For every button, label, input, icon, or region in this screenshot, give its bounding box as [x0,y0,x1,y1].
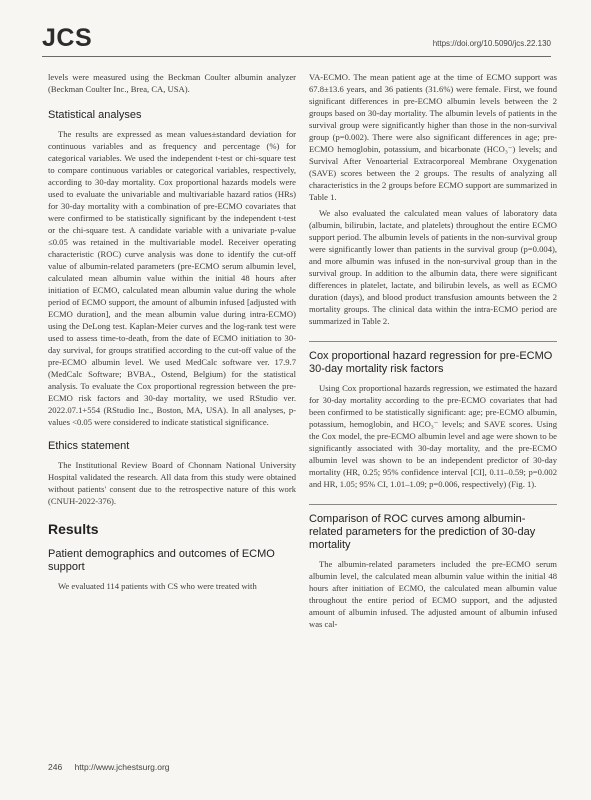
patient-demographics-heading: Patient demographics and outcomes of ECMO support [48,548,275,573]
page-number: 246 [48,762,63,772]
results-heading: Results [48,521,99,537]
laboratory-data-paragraph: We also evaluated the calculated mean values of laboratory data (albumin, bilirubin, lactate, and platelets) throughout the entire ECMO support period. The albumin levels of patients in the non-survival group were significantly lower than patients in the survival group (p=0.004), and more albumin was infused in the non-survival group than in the survival group. In addition to the albumin data, there were significant differences in platelet, lactate, and bilirubin levels, as well as ECMO duration (days), and blood product transfusion amounts between the 2 mortality groups. The clinical data within the intra-ECMO period are summarized in Table 2. [309,208,557,326]
right-column [309,71,557,634]
ethics-statement-paragraph: The Institutional Review Board of Chonnam National University Hospital validated the research. All data from this study were obtained without patients' consent due to the retrospective nature of this work (CNUH-2022-376). [48,460,296,506]
roc-comparison-heading: Comparison of ROC curves among albumin-related parameters for the prediction of 30-day mortality [309,504,557,552]
statistical-analyses-paragraph: The results are expressed as mean values±standard deviation for continuous variables and as frequency and percentage (%) for categorical variables. We used the independent t-test or chi-square test to compare continuous variables or categorical variables, respectively, according to 30-day mortality. Cox proportional hazards models were used to evaluate the univariable and multivariable hazard ratios (HRs) for 30-day mortality with a combination of pre-ECMO covariates that were confirmed to be statistically significant by the independent t-test or the chi-square test. A candidate variable with a univariate p-value ≤0.05 was retained in the multivariable model. Receiver operating characteristic (ROC) curve analysis was done to identify the cut-off value of albumin-related parameters (pre-ECMO serum albumin level, calculated mean albumin value within the initial 48 hours after initiation of ECMO, calculated mean albumin value during the whole period of ECMO support, the amount of albumin infused [adjusted with ECMO duration], and the mean albumin value during intra-ECMO) using the DeLong test. Kaplan-Meier curves and the log-rank test were used to assess time-to-death, from the date of ECMO initiation to 30-day survival, for groups stratified according to the cut-off value of the pre-ECMO albumin level. We used MedCalc software ver. 17.9.7 (MedCalc Software; BVBA., Ostend, Belgium) for the statistical analysis. To evaluate the Cox proportional regression between the pre-ECMO risk factors and 30-day mortality, we used RStudio ver. 2022.07.1+554 (RStudio Inc., Boston, MA, USA). In all analyses, p-values <0.05 were considered to indicate statistical significance. [48,129,296,427]
header-divider [42,56,551,57]
demographics-continued-paragraph: VA-ECMO. The mean patient age at the time of ECMO support was 67.8±13.6 years, and 36 patients (31.6%) were female. First, we found significant differences in pre-ECMO albumin levels between the 2 groups based on 30-day mortality. The albumin levels of patients in the survival group were significantly higher than those in the non-survival group (p=0.002). There were also significant differences in age; pre-ECMO hemoglobin, potassium, and bicarbonate (HCO₃⁻) levels; and Survival After Venoarterial Extracorporeal Membrane Oxygenation (SAVE) scores between the 2 groups. The results of analyzing all characteristics in the 2 groups before ECMO support are summarized in Table 1. [309,72,557,202]
cox-regression-paragraph: Using Cox proportional hazards regression, we estimated the hazard for 30-day mortality according to the pre-ECMO covariates that had been confirmed to be statistically significant: age; pre-ECMO albumin, potassium, hemoglobin, and HCO₃⁻ levels; and SAVE scores. Using the Cox model, the pre-ECMO albumin level and age were shown to be significantly associated with 30-day mortality, and the pre-ECMO albumin level was shown to be an independent predictor of 30-day mortality (HR, 0.25; 95% confidence interval [CI], 0.11–0.59; p=0.002 and HR, 1.05; 95% CI, 1.01–1.09; p=0.006, respectively) (Fig. 1). [309,383,557,489]
page-footer [48,762,180,772]
journal-logo: JCS [42,24,93,52]
journal-url[interactable]: http://www.jchestsurg.org [74,762,170,772]
doi-link[interactable]: https://doi.org/10.5090/jcs.22.130 [432,39,551,48]
intro-paragraph: levels were measured using the Beckman Coulter albumin analyzer (Beckman Coulter Inc., Brea, CA, USA). [48,72,296,94]
cox-regression-heading: Cox proportional hazard regression for pre-ECMO 30-day mortality risk factors [309,341,557,376]
roc-comparison-paragraph: The albumin-related parameters included the pre-ECMO serum albumin level, the calculated mean albumin value within the initial 48 hours after initiation of ECMO, the calculated mean albumin value throughout the entire period of ECMO support, and the adjusted amount of albumin infused. The adjusted amount of albumin infused was cal- [309,559,557,629]
patient-demographics-paragraph: We evaluated 114 patients with CS who were treated with [58,581,257,591]
left-column [48,71,296,596]
ethics-statement-heading: Ethics statement [48,440,130,452]
statistical-analyses-heading: Statistical analyses [48,109,142,121]
